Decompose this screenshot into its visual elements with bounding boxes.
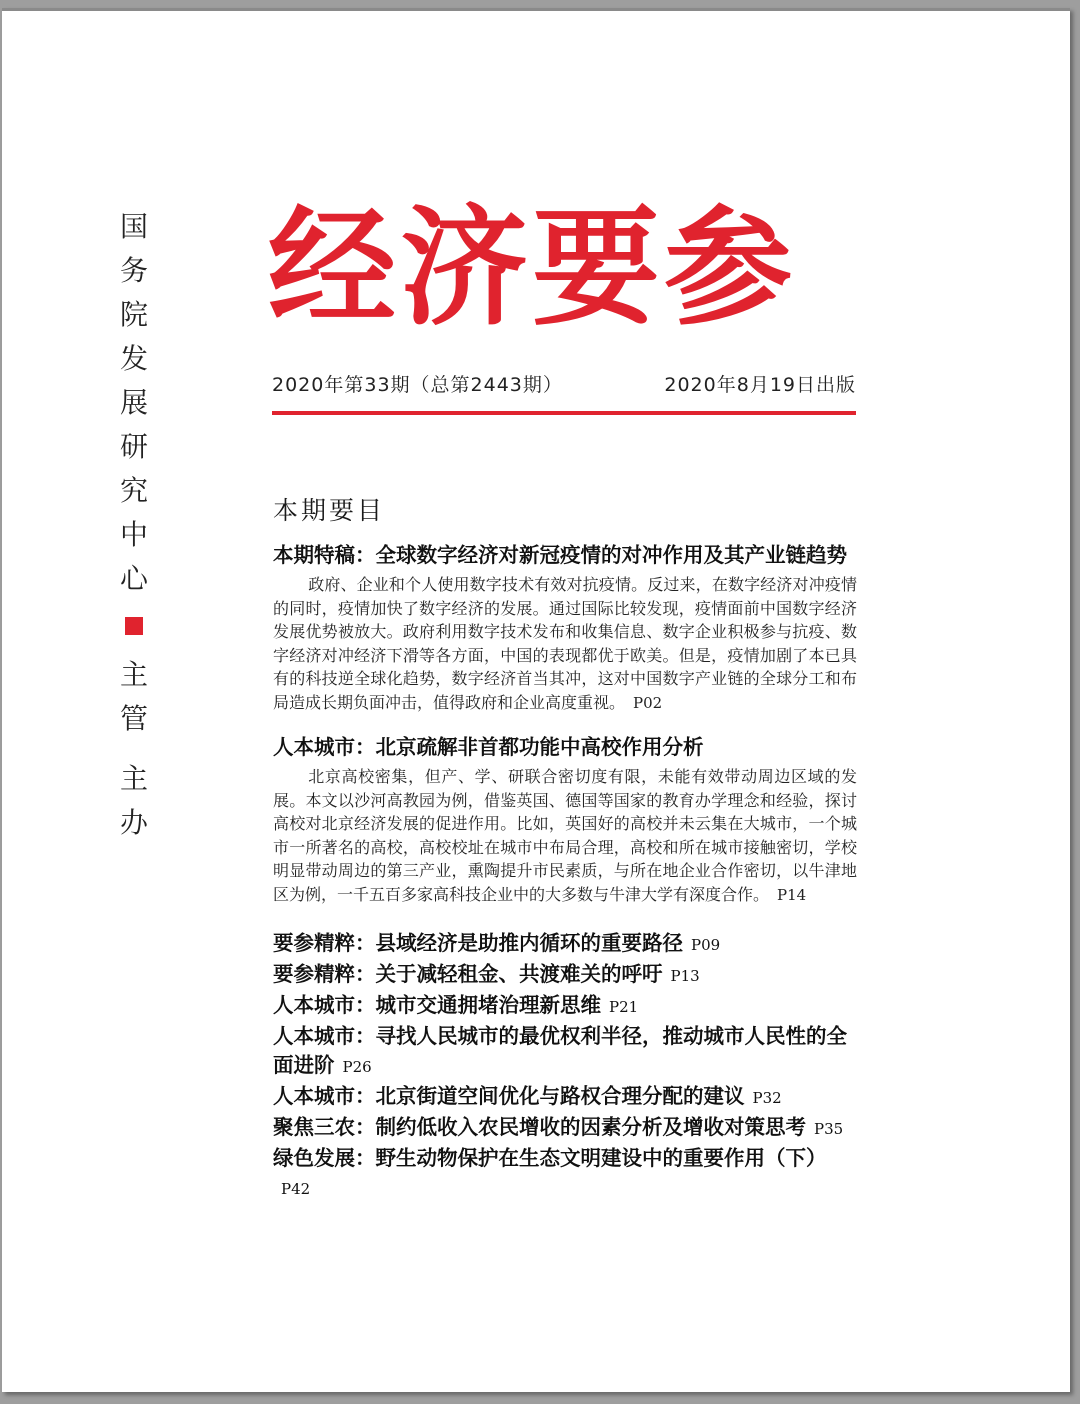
document-page xyxy=(2,8,1070,1392)
page-number: P42 xyxy=(281,1180,311,1198)
org-char: 研 xyxy=(119,430,148,463)
role-char: 主 xyxy=(119,658,148,691)
page-number: P21 xyxy=(609,998,639,1016)
org-char: 国 xyxy=(119,210,148,243)
org-char: 务 xyxy=(119,254,148,287)
org-char: 究 xyxy=(119,474,148,507)
feature-title[interactable]: 本期特稿：全球数字经济对新冠疫情的对冲作用及其产业链趋势 xyxy=(273,543,847,567)
page-number: P14 xyxy=(777,885,807,904)
list-item[interactable]: 聚焦三农：制约低收入农民增收的因素分析及增收对策思考 P35 xyxy=(273,1115,844,1139)
list-item[interactable]: 人本城市：北京街道空间优化与路权合理分配的建议 P32 xyxy=(273,1084,782,1108)
org-char: 中 xyxy=(119,518,148,551)
org-char: 心 xyxy=(119,562,148,595)
masthead-title: 经济要参 xyxy=(268,193,797,343)
page-number: P02 xyxy=(633,693,663,712)
contents-heading: 本期要目 xyxy=(273,496,386,525)
toc-list xyxy=(273,929,857,1204)
masthead-divider xyxy=(272,411,856,415)
publish-date: 2020年8月19日出版 xyxy=(664,374,856,396)
feature-title[interactable]: 人本城市：北京疏解非首都功能中高校作用分析 xyxy=(273,735,704,759)
role-char: 主 xyxy=(119,762,148,795)
list-item[interactable]: 人本城市：城市交通拥堵治理新思维 P21 xyxy=(273,993,639,1017)
list-item[interactable]: 要参精粹：县域经济是助推内循环的重要路径 P09 xyxy=(273,931,721,955)
list-item[interactable]: 要参精粹：关于减轻租金、共渡难关的呼吁 P13 xyxy=(273,962,700,986)
org-char: 展 xyxy=(119,386,148,419)
issue-info xyxy=(272,370,856,397)
feature-abstract: 北京高校密集，但产、学、研联合密切度有限，未能有效带动周边区域的发展。本文以沙河高教园为例，借鉴英国、德国等国家的教育办学理念和经验，探讨高校对北京经济发展的促进作用。比如，英国好的高校并未云集在大城市，一个城市一所著名的高校，高校校址在城市中布局合理，高校和所在城市接触密切，学校明显带动周边的第三产业，熏陶提升市民素质，与所在地企业合作密切，以牛津地区为例，一千五百多家高科技企业中的大多数与牛津大学有深度合作。 P14 xyxy=(273,767,857,904)
publisher-sidebar xyxy=(114,205,154,845)
list-item[interactable]: 人本城市：寻找人民城市的最优权利半径，推动城市人民性的全面进阶 P26 xyxy=(273,1024,847,1077)
page-top-border xyxy=(2,8,1070,11)
red-square-marker xyxy=(125,617,143,635)
feature-article xyxy=(273,733,857,907)
page-number: P32 xyxy=(752,1089,782,1107)
page-number: P13 xyxy=(670,967,700,985)
role-char: 办 xyxy=(119,806,148,839)
page-number: P35 xyxy=(814,1120,844,1138)
issue-number: 2020年第33期（总第2443期） xyxy=(272,374,563,396)
page-number: P09 xyxy=(691,936,721,954)
list-item[interactable]: 绿色发展：野生动物保护在生态文明建设中的重要作用（下）P42 xyxy=(273,1146,827,1198)
org-char: 发 xyxy=(119,342,148,375)
feature-article xyxy=(273,541,857,715)
role-char: 管 xyxy=(119,702,148,735)
feature-abstract: 政府、企业和个人使用数字技术有效对抗疫情。反过来，在数字经济对冲疫情的同时，疫情加快了数字经济的发展。通过国际比较发现，疫情面前中国数字经济发展优势被放大。政府利用数字技术发布和收集信息、数字企业积极参与抗疫、数字经济对冲经济下滑等各方面，中国的表现都优于欧美。但是，疫情加剧了本已具有的科技逆全球化趋势，数字经济首当其冲，这对中国数字产业链的全球分工和布局造成长期负面冲击，值得政府和企业高度重视。 P02 xyxy=(273,575,857,712)
table-of-contents xyxy=(273,541,857,1204)
page-number: P26 xyxy=(342,1058,372,1076)
org-char: 院 xyxy=(119,298,148,331)
